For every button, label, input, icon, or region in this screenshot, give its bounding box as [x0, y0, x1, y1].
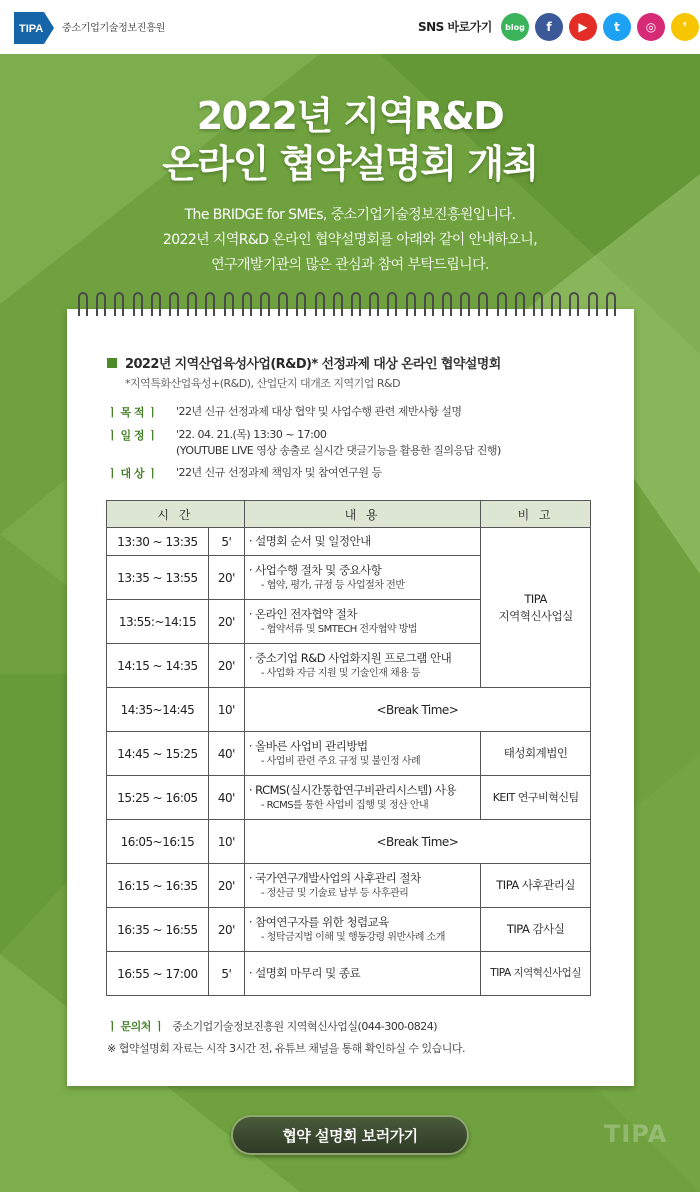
ring-binding	[515, 292, 525, 316]
ring-binding	[351, 292, 361, 316]
view-briefing-button[interactable]: 협약 설명회 보러가기	[231, 1115, 469, 1155]
intro-line-1: The BRIDGE for SMEs, 중소기업기술정보진흥원입니다.	[184, 207, 516, 223]
note-cell: TIPA 감사실	[481, 908, 591, 952]
info-label: ㅣ 대 상 ㅣ	[107, 467, 158, 480]
ring-binding	[78, 292, 88, 316]
tipa-logo-icon[interactable]	[14, 8, 54, 48]
content-cell	[244, 644, 480, 688]
content-sub: - 사업화 자금 지원 및 기술인재 채용 등	[260, 667, 421, 679]
duration-cell: 10'	[208, 820, 244, 864]
content-main: · RCMS(실시간통합연구비관리시스템) 사용	[248, 782, 457, 797]
ring-binding	[296, 292, 306, 316]
content-sub: - RCMS를 통한 사업비 집행 및 정산 안내	[260, 799, 429, 811]
ring-binding	[187, 292, 197, 316]
ring-binding	[151, 292, 161, 316]
time-cell: 13:30 ~ 13:35	[107, 528, 209, 556]
note-line: TIPA	[524, 591, 547, 606]
info-value: '22년 신규 선정과제 대상 협약 및 사업수행 관련 제반사항 설명	[176, 405, 462, 418]
content-sub: - 정산금 및 기술료 납부 등 사후관리	[260, 887, 409, 899]
ring-binding	[442, 292, 452, 316]
notepad-rings	[78, 292, 623, 318]
note-cell: KEIT 연구비혁신팀	[481, 776, 591, 820]
ring-binding	[169, 292, 179, 316]
table-row	[107, 952, 591, 996]
content-sub: - 협약, 평가, 규정 등 사업절차 전반	[260, 579, 405, 591]
ring-binding	[369, 292, 379, 316]
note-line: 지역혁신사업실	[498, 608, 573, 623]
note-cell: TIPA 지역혁신사업실	[481, 952, 591, 996]
info-value: '22년 신규 선정과제 책임자 및 참여연구원 등	[176, 466, 382, 479]
info-value: '22. 04. 21.(목) 13:30 ~ 17:00	[176, 428, 327, 441]
table-header-row	[107, 501, 591, 528]
page-title	[0, 92, 700, 188]
content-main: · 설명회 순서 및 일정안내	[248, 534, 371, 548]
content-main: · 참여연구자를 위한 청렴교육	[248, 914, 389, 929]
ring-binding	[406, 292, 416, 316]
section-title	[107, 353, 501, 372]
column-header-time: 시 간	[107, 501, 245, 528]
table-row	[107, 908, 591, 952]
facebook-icon[interactable]: f	[535, 13, 563, 41]
duration-cell: 40'	[208, 732, 244, 776]
time-cell: 16:35 ~ 16:55	[107, 908, 209, 952]
time-cell: 16:15 ~ 16:35	[107, 864, 209, 908]
break-time-cell: <Break Time>	[244, 688, 590, 732]
ring-binding	[96, 292, 106, 316]
schedule-table	[106, 500, 591, 996]
duration-cell: 10'	[208, 688, 244, 732]
bullet-square-icon	[107, 358, 117, 368]
ring-binding	[606, 292, 616, 316]
notice-text: ※ 협약설명회 자료는 시작 3시간 전, 유튜브 채널을 통해 확인하실 수 있습니다.	[107, 1042, 465, 1055]
content-sub: - 청탁금지법 이해 및 행동강령 위반사례 소개	[260, 931, 445, 943]
table-row	[107, 820, 591, 864]
break-time-cell: <Break Time>	[244, 820, 590, 864]
ring-binding	[533, 292, 543, 316]
duration-cell: 20'	[208, 600, 244, 644]
contact-label: ㅣ 문의처 ㅣ	[107, 1020, 165, 1033]
time-cell: 13:55:~14:15	[107, 600, 209, 644]
info-value: (YOUTUBE LIVE 영상 송출로 실시간 댓글기능을 활용한 질의응답 진행)	[176, 444, 501, 457]
contact-info	[107, 1018, 437, 1034]
content-main: · 중소기업 R&D 사업화지원 프로그램 안내	[248, 650, 452, 665]
time-cell: 14:45 ~ 15:25	[107, 732, 209, 776]
time-cell: 16:55 ~ 17:00	[107, 952, 209, 996]
ring-binding	[387, 292, 397, 316]
time-cell: 15:25 ~ 16:05	[107, 776, 209, 820]
duration-cell: 5'	[208, 952, 244, 996]
content-main: · 온라인 전자협약 절차	[248, 606, 357, 621]
intro-line-3: 연구개발기관의 많은 관심과 참여 부탁드립니다.	[211, 257, 489, 273]
info-label: ㅣ 목 적 ㅣ	[107, 406, 158, 419]
content-cell	[244, 776, 480, 820]
content-cell	[244, 952, 480, 996]
title-line-2: 온라인 협약설명회 개최	[162, 142, 538, 186]
ring-binding	[242, 292, 252, 316]
ring-binding	[551, 292, 561, 316]
content-main: · 국가연구개발사업의 사후관리 절차	[248, 870, 421, 885]
info-label: ㅣ 일 정 ㅣ	[107, 429, 158, 442]
ring-binding	[114, 292, 124, 316]
time-cell: 16:05~16:15	[107, 820, 209, 864]
duration-cell: 40'	[208, 776, 244, 820]
ring-binding	[315, 292, 325, 316]
content-cell	[244, 864, 480, 908]
time-cell: 13:35 ~ 13:55	[107, 556, 209, 600]
header-bar	[0, 0, 700, 54]
ring-binding	[224, 292, 234, 316]
intro-text	[0, 203, 700, 278]
column-header-content: 내 용	[244, 501, 480, 528]
duration-cell: 20'	[208, 556, 244, 600]
contact-value: 중소기업기술정보진흥원 지역혁신사업실(044-300-0824)	[172, 1020, 438, 1033]
content-main: · 사업수행 절차 및 중요사항	[248, 562, 382, 577]
svg-text:TIPA: TIPA	[19, 23, 44, 35]
blog-icon[interactable]: blog	[501, 13, 529, 41]
content-main: · 올바른 사업비 관리방법	[248, 738, 368, 753]
ring-binding	[497, 292, 507, 316]
table-row	[107, 732, 591, 776]
table-row	[107, 864, 591, 908]
ring-binding	[588, 292, 598, 316]
duration-cell: 20'	[208, 644, 244, 688]
duration-cell: 5'	[208, 528, 244, 556]
content-cell	[244, 732, 480, 776]
content-sub: - 사업비 관련 주요 규정 및 불인정 사례	[260, 755, 421, 767]
section-title-text: 2022년 지역산업육성사업(R&D)* 선정과제 대상 온라인 협약설명회	[125, 357, 501, 372]
content-cell	[244, 600, 480, 644]
time-cell: 14:15 ~ 14:35	[107, 644, 209, 688]
duration-cell: 20'	[208, 864, 244, 908]
note-cell	[481, 528, 591, 688]
ring-binding	[569, 292, 579, 316]
table-row	[107, 528, 591, 556]
ring-binding	[424, 292, 434, 316]
table-row	[107, 776, 591, 820]
ring-binding	[205, 292, 215, 316]
org-name: 중소기업기술정보진흥원	[62, 23, 165, 34]
content-cell	[244, 908, 480, 952]
content-main: · 설명회 마무리 및 종료	[248, 966, 361, 980]
section-subtitle: *지역특화산업육성+(R&D), 산업단지 대개조 지역기업 R&D	[125, 377, 401, 390]
content-sub: - 협약서류 및 SMTECH 전자협약 방법	[260, 623, 418, 635]
title-line-1: 2022년 지역R&D	[196, 94, 504, 138]
ring-binding	[478, 292, 488, 316]
ring-binding	[133, 292, 143, 316]
tipa-watermark: TIPA	[604, 1120, 668, 1148]
note-cell: TIPA 사후관리실	[481, 864, 591, 908]
sns-label: SNS 바로가기	[418, 20, 492, 34]
duration-cell: 20'	[208, 908, 244, 952]
content-cell	[244, 556, 480, 600]
ring-binding	[278, 292, 288, 316]
twitter-icon[interactable]: t	[603, 13, 631, 41]
table-row	[107, 688, 591, 732]
intro-line-2: 2022년 지역R&D 온라인 협약설명회를 아래와 같이 안내하오니,	[162, 232, 538, 248]
ring-binding	[333, 292, 343, 316]
column-header-note: 비 고	[481, 501, 591, 528]
instagram-icon[interactable]: ◎	[637, 13, 665, 41]
note-cell: 태성회계법인	[481, 732, 591, 776]
youtube-icon[interactable]: ▶	[569, 13, 597, 41]
kakao-icon[interactable]: ❜	[671, 13, 699, 41]
ring-binding	[260, 292, 270, 316]
time-cell: 14:35~14:45	[107, 688, 209, 732]
content-cell	[244, 528, 480, 556]
ring-binding	[460, 292, 470, 316]
